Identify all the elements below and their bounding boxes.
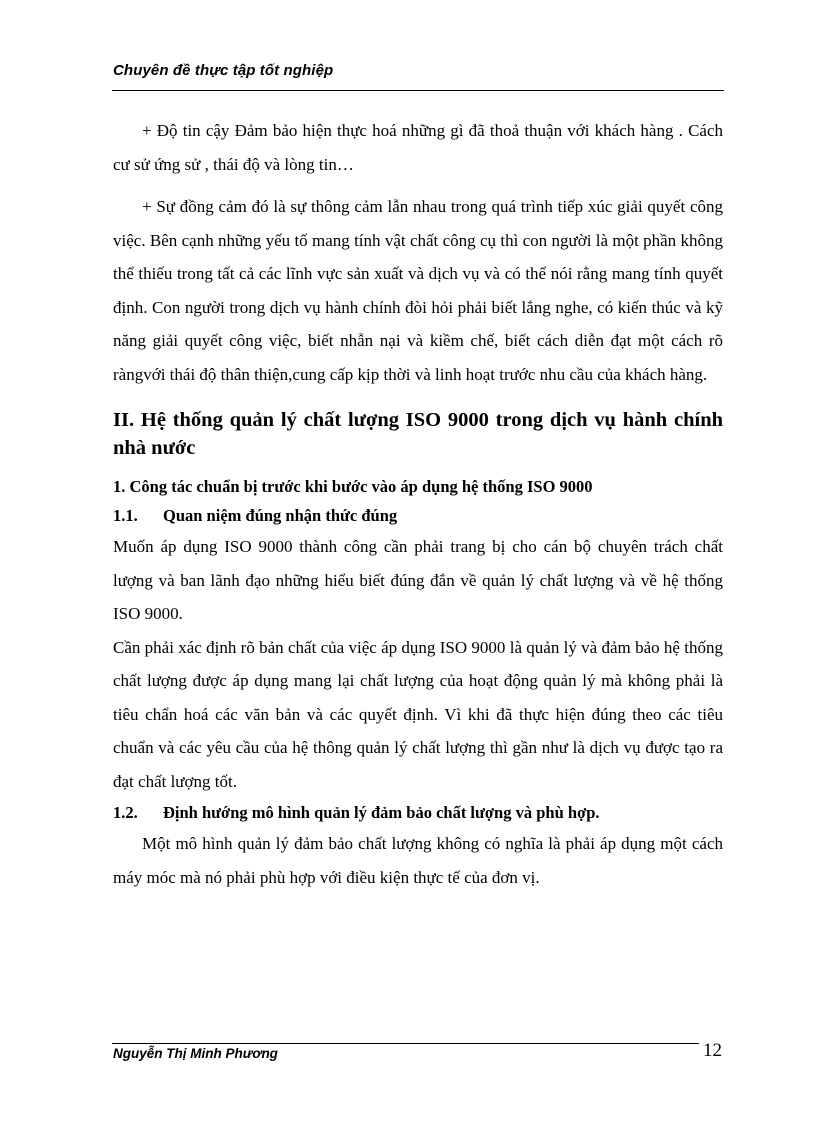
heading-1-2-number: 1.2. (113, 803, 138, 822)
heading-1-2-title: Định hướng mô hình quản lý đảm bảo chất lượng và phù hợp. (163, 803, 600, 822)
paragraph-reliability: + Độ tin cậy Đảm bảo hiện thực hoá những gì đã thoả thuận với khách hàng . Cách cư sử ứng sử , thái độ và lòng tin… (113, 121, 723, 174)
section-heading-ii: II. Hệ thống quản lý chất lượng ISO 9000 trong dịch vụ hành chính nhà nước (113, 409, 723, 459)
page-body (113, 114, 723, 894)
heading-1-1-title: Quan niệm đúng nhận thức đúng (163, 506, 398, 525)
paragraph-empathy: + Sự đồng cảm đó là sự thông cảm lẫn nhau trong quá trình tiếp xúc giải quyết công việc. Bên cạnh những yếu tố mang tính vật chất công cụ thì con người là một phần không thể thiếu trong tất cả các lĩnh vực sản xuất và dịch vụ và có thể nói rằng mang tính quyết định. Con người trong dịch vụ hành chính đòi hỏi phải biết lắng nghe, có kiến thúc và kỹ năng giải quyết công việc, biết nhẫn nại và kiềm chế, biết cách diễn đạt một cách rõ ràngvới thái độ thân thiện,cung cấp kịp thời và linh hoạt trước nhu cầu của khách hàng. (113, 197, 723, 384)
heading-1-preparation: 1. Công tác chuẩn bị trước khi bước vào áp dụng hệ thống ISO 9000 (113, 477, 593, 496)
footer-divider (112, 1043, 699, 1044)
page-number: 12 (703, 1040, 722, 1061)
heading-1-1 (113, 501, 723, 530)
paragraph-iso-training: Muốn áp dụng ISO 9000 thành công cần phải trang bị cho cán bộ chuyên trách chất lượng và ban lãnh đạo những hiểu biết đúng đắn về quản lý chất lượng và về hệ thống ISO 9000. (113, 537, 723, 623)
running-header-title: Chuyên đề thực tập tốt nghiệp (113, 62, 334, 79)
header-divider (112, 90, 724, 91)
footer-author: Nguyễn Thị Minh Phương (113, 1046, 278, 1061)
heading-1-2 (113, 798, 723, 827)
heading-1-1-number: 1.1. (113, 506, 138, 525)
paragraph-iso-nature: Cần phải xác định rõ bản chất của việc áp dụng ISO 9000 là quản lý và đảm bảo hệ thống chất lượng được áp dụng mang lại chất lượng của hoạt động quản lý mà không phải là tiêu chẩn hoá các văn bản và các quyết định. Vì khi đã thực hiện đúng theo các tiêu chuẩn và các yêu cầu của hệ thông quản lý chất lượng thì gần như là dịch vụ được tạo ra đạt chất lượng tốt. (113, 637, 723, 791)
paragraph-model: Một mô hình quản lý đảm bảo chất lượng không có nghĩa là phải áp dụng một cách máy móc mà nó phải phù hợp với điều kiện thực tế của đơn vị. (113, 834, 723, 887)
